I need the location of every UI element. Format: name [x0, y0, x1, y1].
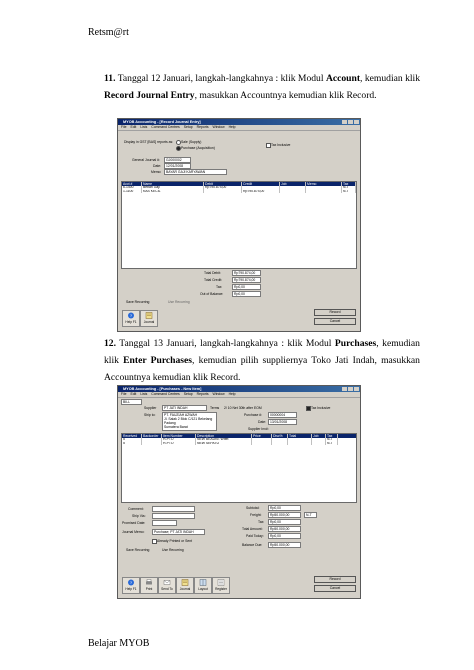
- menu-window[interactable]: Window: [212, 125, 225, 129]
- cell-backorder: [142, 442, 162, 446]
- cell-name: Beban Gaji: [142, 186, 204, 190]
- cell-tax: N-T: [326, 442, 338, 446]
- record-button[interactable]: Record: [314, 309, 356, 316]
- purchases-window: [117, 385, 361, 599]
- cell-disc: [272, 442, 288, 446]
- cell-acct: 1-1100: [122, 190, 142, 194]
- ship-to-line: Sumatera Barat: [164, 425, 188, 429]
- balance-due-label: Balance Due:: [242, 543, 263, 547]
- out-of-balance-label: Out of Balance:: [200, 292, 224, 296]
- tax-inclusive-label: Tax Inclusive: [311, 406, 331, 410]
- total-credit-value: Rp790.874,00: [232, 277, 261, 283]
- cell-received: 5: [122, 438, 142, 442]
- total-credit-label: Total Credit:: [204, 278, 223, 282]
- menu-edit[interactable]: Edit: [130, 392, 137, 396]
- paid-today-label: Paid Today:: [246, 534, 264, 538]
- step-11-bold-2: Record Journal Entry: [104, 90, 195, 101]
- window-title: [118, 119, 360, 125]
- total-debit-value: Rp790.874,00: [232, 270, 261, 276]
- step-11-seg1: Tanggal 12 Januari, langkah-langkahnya : klik Modul: [117, 73, 326, 84]
- use-recurring-button[interactable]: Use Recurring: [168, 300, 190, 304]
- menu-help[interactable]: Help: [228, 392, 236, 396]
- cell-name: KAS KECIL: [142, 190, 204, 194]
- maximize-icon[interactable]: [348, 120, 353, 124]
- tax-inclusive-label: Tax Inclusive: [271, 143, 291, 147]
- col-total: Total: [288, 434, 312, 438]
- cell-item-number: H-PTO: [162, 442, 196, 446]
- col-received: Received: [122, 434, 142, 438]
- journal-button-label: Journal: [143, 320, 155, 324]
- comment-label: Comment:: [128, 507, 144, 511]
- menu-bar: [118, 392, 360, 398]
- window-title: [118, 386, 360, 392]
- tax-value: Rp0,00: [232, 284, 261, 290]
- window-controls: [342, 120, 359, 124]
- total-debit-label: Total Debit:: [204, 271, 221, 275]
- total-amount-label: Total Amount:: [242, 527, 263, 531]
- col-tax: Tax: [326, 434, 338, 438]
- supplier-inv-label: Supplier Inv#:: [248, 427, 269, 431]
- col-job: Job: [312, 434, 326, 438]
- col-name: Name: [142, 182, 204, 186]
- col-credit: Credit: [242, 182, 280, 186]
- cell-received: 5: [122, 442, 142, 446]
- menu-help[interactable]: Help: [228, 125, 236, 129]
- purchase-items-grid: [121, 433, 357, 503]
- help-icon: [127, 312, 135, 319]
- register-button[interactable]: [212, 577, 230, 594]
- cancel-button[interactable]: Cancel: [314, 585, 356, 592]
- step-11-seg2: , kemudian klik: [360, 73, 421, 84]
- memo-field[interactable]: BAYAR GAJI KARYAWAN: [164, 169, 227, 175]
- help-button[interactable]: [122, 310, 140, 327]
- col-job: Job: [280, 182, 306, 186]
- window-controls: [342, 387, 359, 391]
- already-printed-label: Already Printed or Sent: [157, 539, 193, 543]
- svg-text:?: ?: [129, 580, 133, 585]
- envelope-icon: [163, 579, 171, 586]
- freight-field[interactable]: Rp50.000,00: [268, 512, 301, 518]
- menu-bar: [118, 125, 360, 131]
- comment-field[interactable]: [152, 506, 195, 512]
- ship-to-label: Ship to:: [144, 413, 156, 417]
- step-12-bold-2: Enter Purchases: [123, 355, 193, 366]
- col-description: Description: [196, 434, 252, 438]
- menu-edit[interactable]: Edit: [130, 125, 137, 129]
- step-12-bold-1: Purchases: [334, 338, 377, 349]
- svg-text:?: ?: [129, 313, 133, 318]
- help-button-label: Help F1: [125, 587, 137, 591]
- balance-due-value: Rp50.000,00: [268, 542, 301, 548]
- ship-via-label: Ship Via:: [132, 514, 146, 518]
- close-icon[interactable]: [354, 120, 359, 124]
- printer-icon: [145, 579, 153, 586]
- help-button-label: Help F1: [125, 320, 137, 324]
- terms-label: Terms: [210, 406, 220, 410]
- journal-grid: [121, 181, 357, 269]
- cell-credit: Rp790.874,00: [242, 190, 280, 194]
- col-acct: Acct #: [122, 182, 142, 186]
- subtotal-label: Subtotal:: [246, 506, 260, 510]
- col-debit: Debit: [204, 182, 242, 186]
- cell-price: [252, 442, 272, 446]
- send-to-button[interactable]: [158, 577, 176, 594]
- journal-button-label: Journal: [179, 587, 191, 591]
- step-12-seg1: Tanggal 13 Januari, langkah-langkahnya : klik Modul: [119, 338, 335, 349]
- date-field[interactable]: 12/01/2008: [164, 163, 191, 169]
- cell-total: [288, 442, 312, 446]
- ship-via-field[interactable]: [152, 513, 195, 519]
- step-11-bold-1: Account: [325, 73, 361, 84]
- purchase-number-label: Purchase #:: [244, 413, 263, 417]
- maximize-icon[interactable]: [348, 387, 353, 391]
- supplier-field[interactable]: PT JATI INDAH: [162, 405, 207, 411]
- record-button[interactable]: Record: [314, 576, 356, 583]
- menu-lists[interactable]: Lists: [140, 392, 148, 396]
- cell-tax: N-T: [342, 190, 356, 194]
- tax-label: Tax:: [258, 520, 265, 524]
- sale-label: Sale (Supply): [181, 140, 202, 144]
- journal-button[interactable]: [176, 577, 194, 594]
- journal-button[interactable]: [140, 310, 158, 327]
- cell-job: [280, 190, 306, 194]
- ship-to-line: Padang: [164, 421, 176, 425]
- window-title-text: MYOB Accounting - [Record Journal Entry]: [123, 120, 201, 124]
- journal-number-label: General Journal #:: [132, 158, 160, 162]
- cell-description: NEW SEPATU: [196, 442, 252, 446]
- menu-command-centres[interactable]: Command Centres: [151, 125, 180, 129]
- date-field[interactable]: 13/01/2008: [268, 419, 297, 425]
- window-title-text: MYOB Accounting - [Purchases - New Item]: [123, 387, 202, 391]
- supplier-label: Supplier: [144, 406, 157, 410]
- menu-file[interactable]: File: [121, 392, 127, 396]
- cell-debit: [204, 190, 242, 194]
- menu-command-centres[interactable]: Command Centres: [151, 392, 180, 396]
- cancel-button[interactable]: Cancel: [314, 318, 356, 325]
- tax-value: Rp0,00: [268, 519, 301, 525]
- help-icon: [127, 579, 135, 586]
- table-row[interactable]: [122, 190, 356, 194]
- menu-setup[interactable]: Setup: [183, 392, 193, 396]
- step-12-seg2: , kemudian klik: [104, 338, 420, 366]
- help-button[interactable]: [122, 577, 140, 594]
- date-label: Date:: [258, 420, 267, 424]
- step-11-seg3: , masukkan Accountnya kemudian klik Record.: [194, 90, 377, 101]
- table-row[interactable]: [122, 442, 356, 446]
- total-amount-value: Rp50.000,00: [268, 526, 301, 532]
- step-11-number: 11.: [104, 73, 116, 84]
- menu-window[interactable]: Window: [212, 392, 225, 396]
- step-12-text: [104, 335, 420, 386]
- register-button-label: Register: [215, 587, 227, 591]
- ship-to-line: Jl. Salak 2 Blok C/121 Bekelang: [164, 417, 213, 421]
- register-icon: [217, 579, 225, 586]
- col-tax: Tax: [342, 182, 356, 186]
- print-button-label: Print: [145, 587, 153, 591]
- menu-setup[interactable]: Setup: [183, 125, 193, 129]
- col-disc: Disc%: [272, 434, 288, 438]
- freight-label: Freight:: [250, 513, 262, 517]
- step-12-seg3: , kemudian pilih suppliernya Toko Jati Indah, masukkan Accountnya kemudian klik Record.: [104, 355, 420, 383]
- minimize-icon[interactable]: [342, 387, 347, 391]
- step-11-text: [104, 70, 420, 104]
- step-12-number: 12.: [104, 338, 116, 349]
- memo-label: Memo:: [151, 170, 162, 174]
- cell-acct: 6-1400: [122, 186, 142, 190]
- print-button[interactable]: [140, 577, 158, 594]
- out-of-balance-value: Rp0,00: [232, 291, 261, 297]
- journal-entry-window: [117, 118, 361, 332]
- menu-file[interactable]: File: [121, 125, 127, 129]
- journal-memo-field[interactable]: Purchase; PT JATI INDAH: [152, 529, 205, 535]
- close-icon[interactable]: [354, 387, 359, 391]
- page-header: Retsm@rt: [88, 27, 129, 38]
- cell-item-number: H-PTO: [162, 438, 196, 442]
- menu-lists[interactable]: Lists: [140, 125, 148, 129]
- col-backorder: Backorder: [142, 434, 162, 438]
- send-to-button-label: Send To: [161, 587, 173, 591]
- purchase-type-select[interactable]: BILL: [121, 399, 142, 405]
- save-recurring-button[interactable]: Save Recurring: [126, 300, 150, 304]
- cell-description: NEW BEAUKE Wtfet: [196, 438, 252, 442]
- cell-debit: Rp790.874,00: [204, 186, 242, 190]
- save-recurring-button[interactable]: Save Recurring: [126, 548, 150, 552]
- subtotal-value: Rp0,00: [268, 505, 301, 511]
- journal-icon: [145, 312, 153, 319]
- layout-icon: [199, 579, 207, 586]
- ship-to-line: PT. FAUZIAH AZWAH: [164, 413, 198, 417]
- col-item-number: Item Number: [162, 434, 196, 438]
- date-label: Date:: [153, 164, 162, 168]
- freight-tax-code[interactable]: N-T: [304, 512, 317, 518]
- journal-memo-label: Journal Memo:: [122, 530, 145, 534]
- cell-memo: [306, 190, 342, 194]
- terms-value[interactable]: 2/ 10 Net 30th after EOM: [224, 406, 262, 410]
- cell-job: [312, 442, 326, 446]
- col-memo: Memo: [306, 182, 342, 186]
- gst-label: Display in GST [BAS] reports as:: [124, 140, 174, 144]
- menu-reports[interactable]: Reports: [196, 125, 209, 129]
- journal-number-field[interactable]: GJ000002: [164, 157, 191, 163]
- col-price: Price: [252, 434, 272, 438]
- cell-tax: N-T: [326, 438, 338, 442]
- ship-to-field[interactable]: [162, 412, 217, 431]
- menu-reports[interactable]: Reports: [196, 392, 209, 396]
- promised-date-field[interactable]: [152, 520, 177, 526]
- journal-icon: [181, 579, 189, 586]
- minimize-icon[interactable]: [342, 120, 347, 124]
- tax-label: Tax:: [216, 285, 223, 289]
- layout-button[interactable]: [194, 577, 212, 594]
- promised-date-label: Promised Date:: [122, 521, 146, 525]
- layout-button-label: Layout: [198, 587, 208, 591]
- cell-tax: N-T: [342, 186, 356, 190]
- purchase-label: Purchase (Acquisition): [181, 146, 215, 150]
- paid-today-field[interactable]: Rp0,00: [268, 533, 301, 539]
- page-footer: Belajar MYOB: [88, 638, 150, 649]
- use-recurring-button[interactable]: Use Recurring: [162, 548, 184, 552]
- purchase-number-field[interactable]: 00000004: [268, 412, 297, 418]
